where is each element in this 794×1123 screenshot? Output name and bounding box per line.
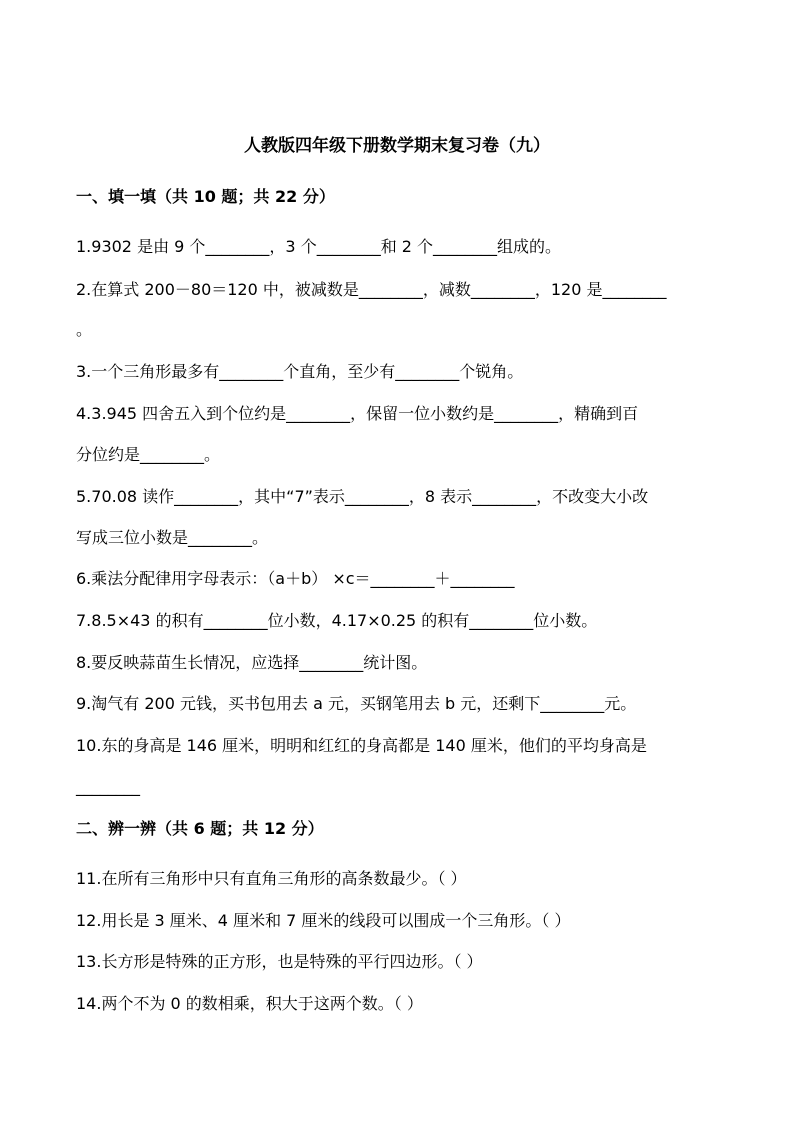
question-13: 13.长方形是特殊的正方形，也是特殊的平行四边形。（ ） (76, 952, 483, 971)
question-12: 12.用长是 3 厘米、4 厘米和 7 厘米的线段可以围成一个三角形。（ ） (76, 911, 571, 930)
page-title: 人教版四年级下册数学期末复习卷（九） (244, 136, 550, 156)
question-2-continued: 。 (76, 320, 93, 339)
question-5-continued: 写成三位小数是________。 (76, 528, 269, 547)
question-7: 7.8.5×43 的积有________位小数，4.17×0.25 的积有________位小数。 (76, 611, 598, 630)
question-4-continued: 分位约是________。 (76, 445, 221, 464)
question-1: 1.9302 是由 9 个________，3 个________和 2 个________组成的。 (76, 237, 562, 256)
question-8: 8.要反映蒜苗生长情况，应选择________统计图。 (76, 653, 428, 672)
question-14: 14.两个不为 0 的数相乘，积大于这两个数。（ ） (76, 994, 423, 1013)
question-10: 10.东的身高是 146 厘米，明明和红红的身高都是 140 厘米，他们的平均身高是 (76, 736, 647, 755)
question-3: 3.一个三角形最多有________个直角，至少有________个锐角。 (76, 362, 524, 381)
question-6: 6.乘法分配律用字母表示：（a＋b） ×c＝________＋________ (76, 569, 515, 588)
section-heading-fill: 一、填一填（共 10 题；共 22 分） (76, 187, 335, 206)
section-heading-judge: 二、辨一辨（共 6 题；共 12 分） (76, 819, 324, 838)
question-11: 11.在所有三角形中只有直角三角形的高条数最少。（ ） (76, 869, 467, 888)
question-5: 5.70.08 读作________，其中“7”表示________，8 表示________，不改变大小改 (76, 487, 649, 506)
question-10-continued: ________ (76, 777, 140, 796)
question-2: 2.在算式 200－80＝120 中，被减数是________，减数________，120 是________ (76, 280, 667, 299)
question-4: 4.3.945 四舍五入到个位约是________，保留一位小数约是________，精确到百 (76, 404, 639, 423)
question-9: 9.淘气有 200 元钱，买书包用去 a 元，买钢笔用去 b 元，还剩下________元。 (76, 694, 637, 713)
